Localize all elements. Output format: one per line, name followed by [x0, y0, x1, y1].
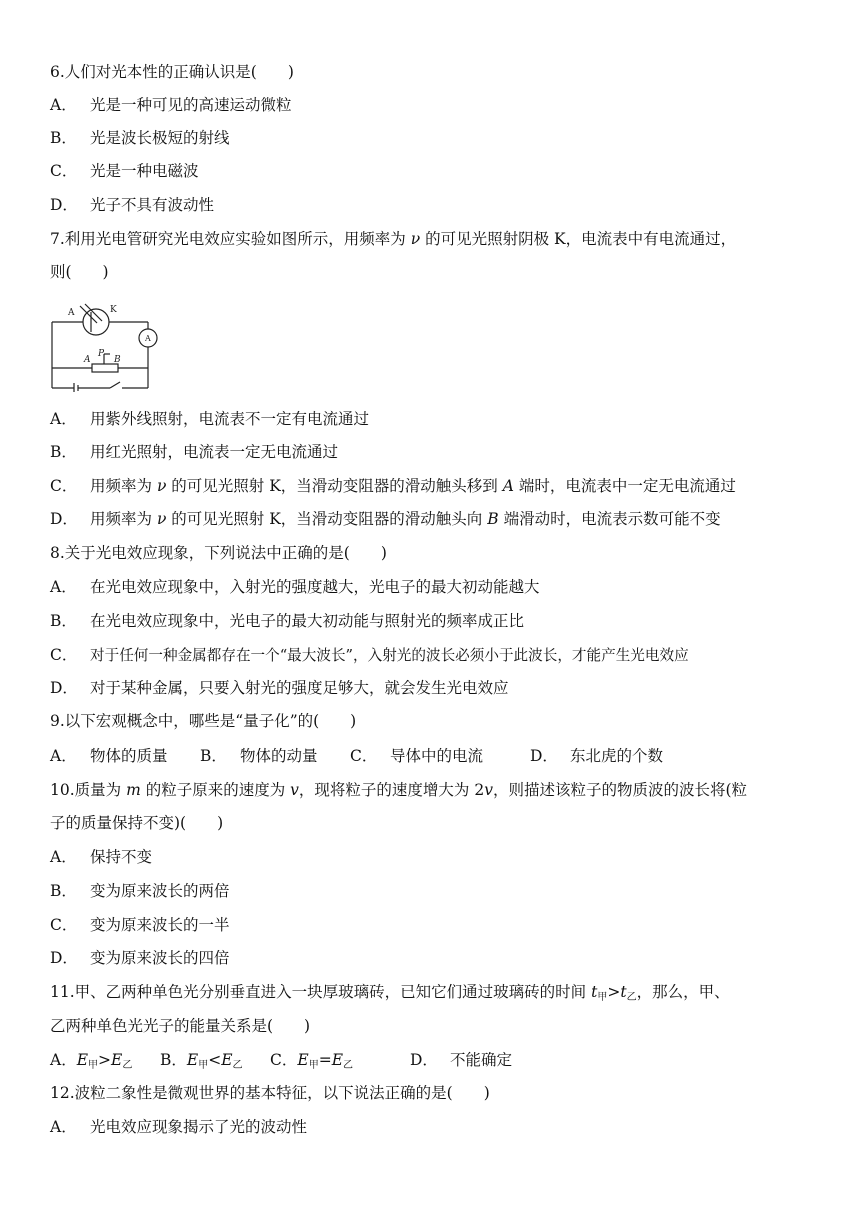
q8-option-a: A． 在光电效应现象中，入射光的强度越大，光电子的最大初动能越大 [50, 578, 540, 596]
q10-option-a: A． 保持不变 [50, 848, 153, 866]
question-8-stem: 8.关于光电效应现象，下列说法中正确的是( ) [50, 544, 387, 562]
question-11-stem-cont: 乙两种单色光光子的能量关系是( ) [50, 1017, 311, 1035]
question-11-stem: 11.甲、乙两种单色光分别垂直进入一块厚玻璃砖，已知它们通过玻璃砖的时间 $t_甲>t_乙$，那么，甲、 [50, 983, 730, 1003]
q8-option-b: B． 在光电效应现象中，光电子的最大初动能与照射光的频率成正比 [50, 612, 525, 630]
label-rheostat-a: A [84, 355, 91, 365]
q11-option-d: D． 不能确定 [410, 1051, 513, 1069]
q11-option-b: B．$E_甲<E_乙$ [160, 1051, 243, 1071]
q6-option-a: A． 光是一种可见的高速运动微粒 [50, 96, 292, 114]
question-12-stem: 12.波粒二象性是微观世界的基本特征，以下说法正确的是( ) [50, 1084, 490, 1102]
q10-option-c: C． 变为原来波长的一半 [50, 916, 230, 934]
q7-option-a: A． 用紫外线照射，电流表不一定有电流通过 [50, 410, 370, 428]
q9-options-row [50, 746, 663, 766]
photocell-circuit-diagram [44, 296, 164, 392]
question-6-stem: 6.人们对光本性的正确认识是( ) [50, 63, 294, 81]
question-10-stem: 10.质量为 m 的粒子原来的速度为 v，现将粒子的速度增大为 2v，则描述该粒子的物质波的波长将(粒 [50, 781, 748, 799]
label-ammeter: A [145, 334, 151, 343]
q8-option-c: C． 对于任何一种金属都存在一个“最大波长”，入射光的波长必须小于此波长，才能产生光电效应 [50, 646, 689, 664]
switch [110, 382, 120, 388]
question-10-stem-cont: 子的质量保持不变)( ) [50, 814, 224, 832]
q9-option-d: D． 东北虎的个数 [530, 747, 664, 765]
q7-option-b: B． 用红光照射，电流表一定无电流通过 [50, 443, 339, 461]
question-7-stem: 7.利用光电管研究光电效应实验如图所示，用频率为 ν 的可见光照射阴极 K，电流表中有电流通过， [50, 230, 737, 248]
label-cathode: K [110, 305, 117, 315]
q7-option-c: C． 用频率为 ν 的可见光照射 K，当滑动变阻器的滑动触头移到 A 端时，电流表中一定无电流通过 [50, 477, 736, 495]
q10-option-d: D． 变为原来波长的四倍 [50, 949, 230, 967]
q9-option-c: C． 导体中的电流 [350, 747, 484, 765]
label-rheostat-b: B [114, 355, 121, 365]
q11-option-a: A．$E_甲>E_乙$ [50, 1051, 133, 1071]
q8-option-d: D． 对于某种金属，只要入射光的强度足够大，就会发生光电效应 [50, 679, 509, 697]
rheostat [92, 364, 118, 372]
q11-option-c: C．$E_甲=E_乙$ [270, 1051, 354, 1071]
question-7-stem-cont: 则( ) [50, 263, 109, 281]
q11-options-row [50, 1050, 512, 1076]
q7-option-d: D． 用频率为 ν 的可见光照射 K，当滑动变阻器的滑动触头向 B 端滑动时，电流表示数可能不变 [50, 510, 721, 528]
q12-option-a: A． 光电效应现象揭示了光的波动性 [50, 1118, 308, 1136]
q6-option-c: C． 光是一种电磁波 [50, 162, 199, 180]
q10-option-b: B． 变为原来波长的两倍 [50, 882, 230, 900]
question-9-stem: 9.以下宏观概念中，哪些是“量子化”的( ) [50, 712, 357, 730]
q6-option-b: B． 光是波长极短的射线 [50, 129, 230, 147]
q9-option-a: A． 物体的质量 [50, 747, 168, 765]
q6-option-d: D． 光子不具有波动性 [50, 196, 215, 214]
label-anode: A [68, 308, 75, 318]
label-slider-p: P [98, 349, 105, 359]
q9-option-b: B． 物体的动量 [200, 747, 318, 765]
